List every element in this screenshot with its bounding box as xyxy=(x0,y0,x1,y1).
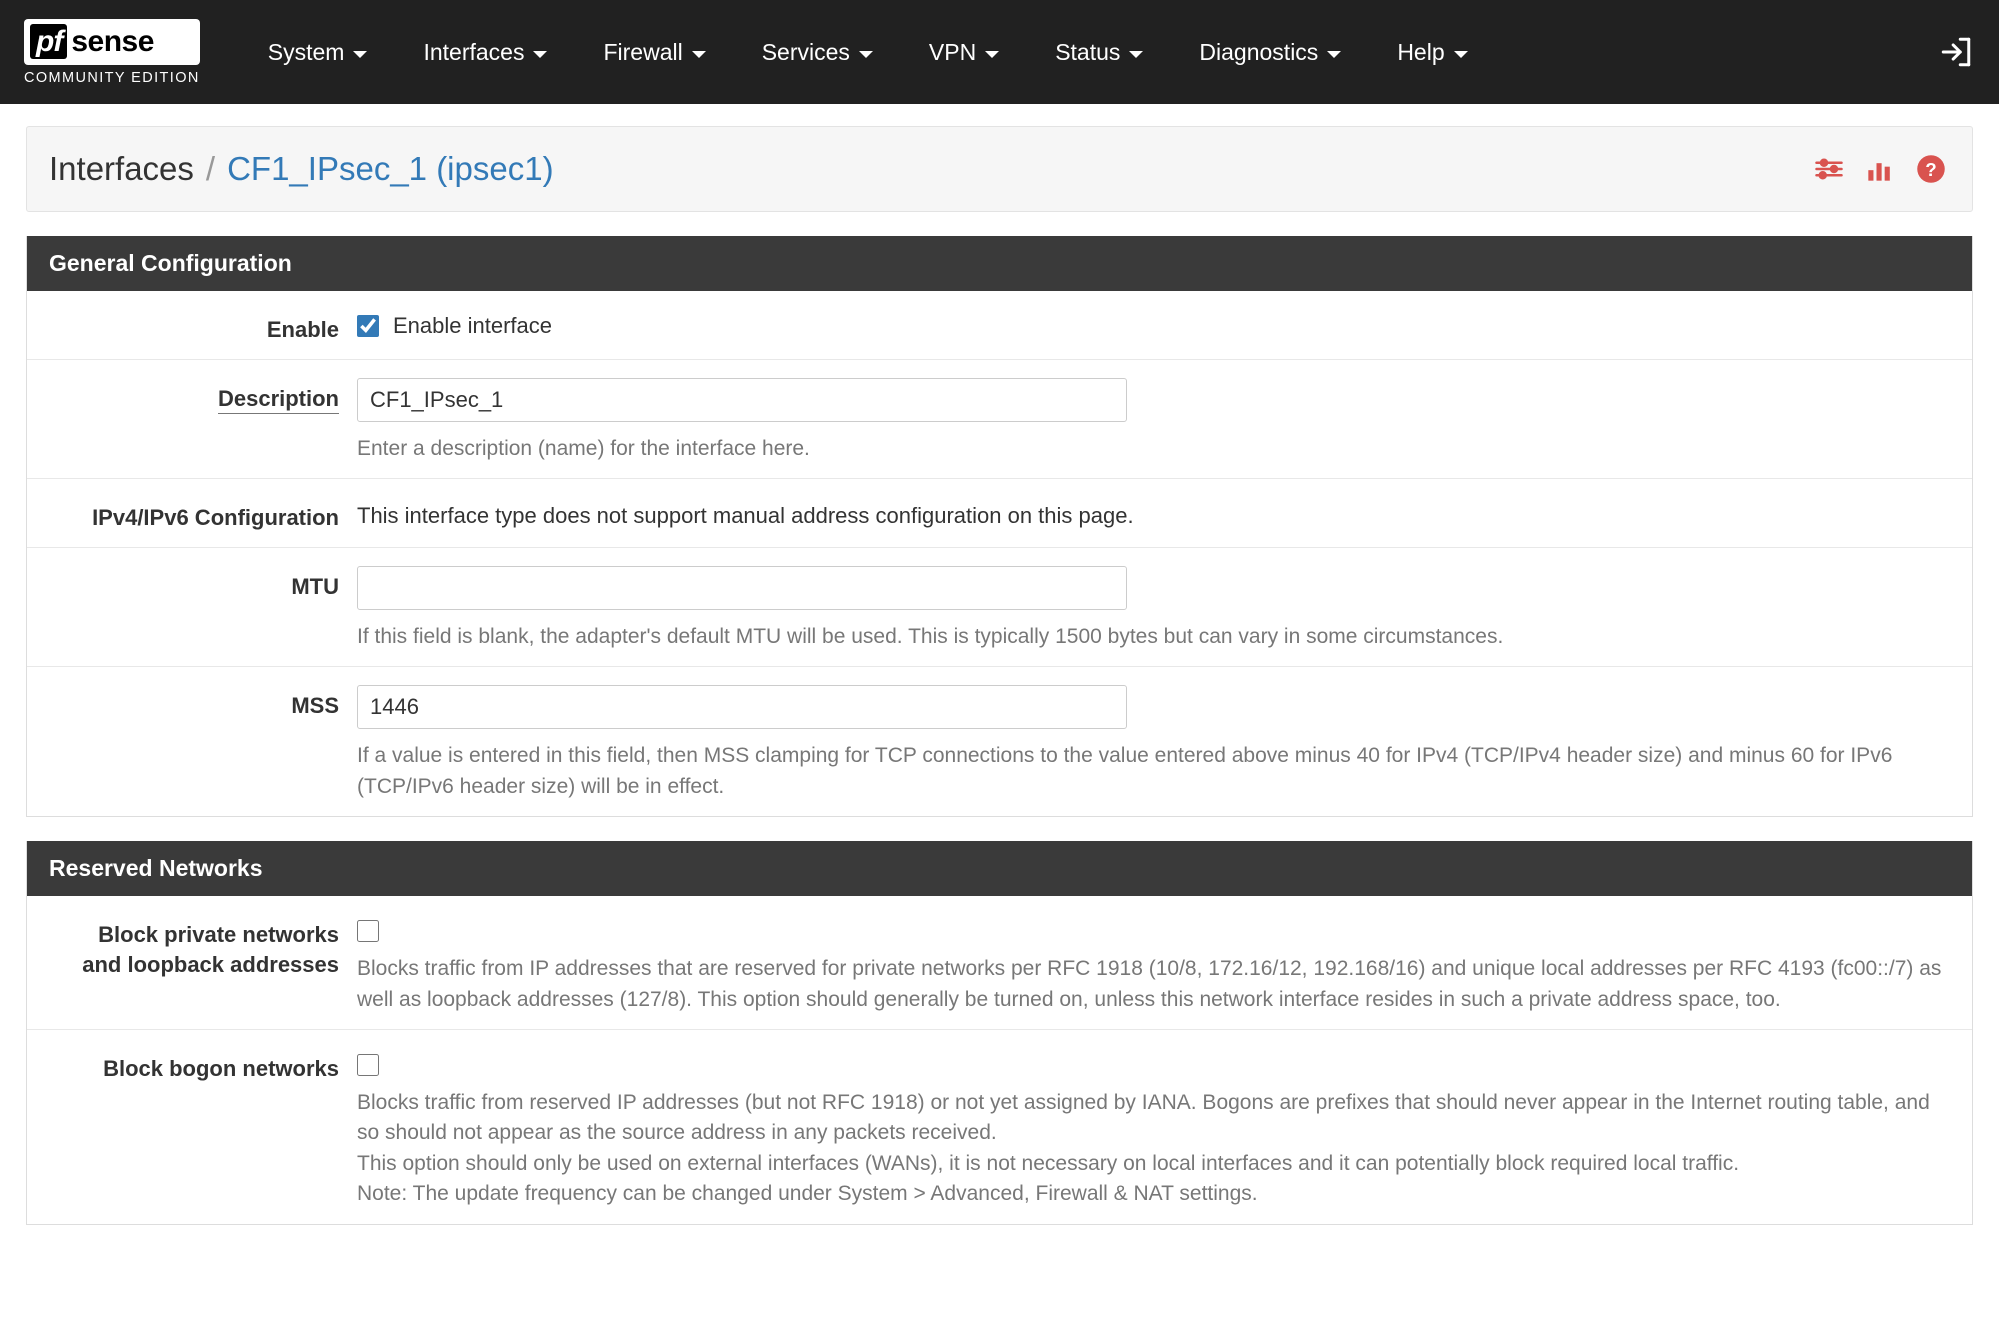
ip-configuration-field xyxy=(357,497,1972,529)
mss-help-text: If a value is entered in this field, then MSS clamping for TCP connections to the value entered above minus 40 for IPv4 (TCP/IPv4 header size) and minus 60 for IPv6 (TCP/IPv6 header size) will be in effect. xyxy=(357,744,1893,798)
mss-label: MSS xyxy=(291,693,339,719)
block-private-networks-label xyxy=(27,914,357,979)
nav-item-diagnostics[interactable] xyxy=(1171,0,1369,104)
nav-item-interfaces[interactable] xyxy=(395,0,575,104)
block-bogon-help-line-1: Blocks traffic from reserved IP addresses (but not RFC 1918) or not yet assigned by IANA. Bogons are prefixes that should never appear in the Internet routing table, and so should not appear as the source address in any packets received. xyxy=(357,1091,1930,1145)
block-private-networks-help-text: Blocks traffic from IP addresses that are reserved for private networks per RFC 1918 (10/8, 172.16/12, 192.168/16) and unique local addresses per RFC 4193 (fc00::/7) as well as loopback addresses (127/8). This option should generally be turned on, unless this network interface resides in such a private address space, too. xyxy=(357,957,1942,1011)
help-circle-icon[interactable] xyxy=(1916,154,1946,184)
enable-label: Enable xyxy=(266,317,339,342)
row-ip-configuration xyxy=(27,479,1972,548)
nav-item-firewall[interactable] xyxy=(575,0,733,104)
brand-subtitle: COMMUNITY EDITION xyxy=(24,69,200,86)
general-configuration-body xyxy=(27,291,1972,816)
nav-item-vpn[interactable] xyxy=(901,0,1027,104)
nav-item-diagnostics-label: Diagnostics xyxy=(1199,38,1319,65)
nav-item-system-label: System xyxy=(267,38,345,65)
reserved-networks-body xyxy=(27,896,1972,1224)
breadcrumb-separator: / xyxy=(205,150,216,187)
ip-configuration-text: This interface type does not support manual address configuration on this page. xyxy=(357,503,1134,529)
breadcrumb-trail xyxy=(49,150,554,188)
nav-item-status-label: Status xyxy=(1055,38,1121,65)
block-bogon-help-line-3: Note: The update frequency can be changed under System > Advanced, Firewall & NAT settings. xyxy=(357,1182,1258,1206)
block-private-networks-checkbox[interactable] xyxy=(357,920,379,942)
brand-logo-box xyxy=(24,19,200,65)
brand-sense-text: sense xyxy=(71,24,154,58)
description-help-text: Enter a description (name) for the interface here. xyxy=(357,436,810,460)
row-enable xyxy=(27,291,1972,360)
nav-menu xyxy=(240,0,1496,104)
enable-interface-checkbox-label: Enable interface xyxy=(393,313,552,338)
mtu-field xyxy=(357,566,1972,652)
nav-item-vpn-label: VPN xyxy=(928,38,977,65)
sliders-icon[interactable] xyxy=(1814,154,1844,184)
chevron-down-icon xyxy=(859,51,873,58)
logout-icon[interactable] xyxy=(1939,35,1973,69)
nav-item-firewall-label: Firewall xyxy=(603,38,683,65)
row-mss xyxy=(27,667,1972,816)
svg-text:?: ? xyxy=(1925,158,1937,180)
description-label xyxy=(27,378,357,414)
brand-pf-text: pf xyxy=(30,24,67,59)
block-private-networks-label-line1: Block private networks xyxy=(98,922,339,948)
ip-configuration-label: IPv4/IPv6 Configuration xyxy=(92,505,339,531)
reserved-networks-panel xyxy=(26,841,1973,1225)
nav-item-help[interactable] xyxy=(1369,0,1495,104)
block-bogon-networks-help-text xyxy=(357,1088,1944,1210)
mss-input[interactable] xyxy=(357,685,1127,729)
block-private-networks-label-line2: and loopback addresses xyxy=(82,951,339,977)
description-input[interactable] xyxy=(357,378,1127,422)
row-description xyxy=(27,360,1972,479)
nav-item-status[interactable] xyxy=(1027,0,1171,104)
mtu-input[interactable] xyxy=(357,566,1127,610)
chevron-down-icon xyxy=(1327,51,1341,58)
header-icon-group xyxy=(1814,154,1946,184)
reserved-networks-title: Reserved Networks xyxy=(27,841,1972,896)
top-navbar xyxy=(0,0,1999,104)
chevron-down-icon xyxy=(1454,51,1468,58)
row-mtu xyxy=(27,548,1972,667)
general-configuration-title: General Configuration xyxy=(27,236,1972,291)
block-bogon-networks-field xyxy=(357,1048,1972,1210)
breadcrumb-current[interactable]: CF1_IPsec_1 (ipsec1) xyxy=(227,150,554,187)
row-block-bogon-networks xyxy=(27,1030,1972,1224)
pfsense-logo[interactable] xyxy=(24,19,200,86)
nav-item-services-label: Services xyxy=(761,38,850,65)
chevron-down-icon xyxy=(533,51,547,58)
mtu-label: MTU xyxy=(291,573,339,599)
chevron-down-icon xyxy=(692,51,706,58)
block-bogon-help-line-2: This option should only be used on external interfaces (WANs), it is not necessary on local interfaces and it can potentially block required local traffic. xyxy=(357,1151,1740,1175)
nav-item-help-label: Help xyxy=(1397,38,1445,65)
description-label-text: Description xyxy=(218,386,339,414)
nav-item-services[interactable] xyxy=(734,0,901,104)
mss-field xyxy=(357,685,1972,802)
block-private-networks-field xyxy=(357,914,1972,1015)
chevron-down-icon xyxy=(353,51,367,58)
enable-interface-checkbox[interactable] xyxy=(357,315,379,337)
block-bogon-networks-label: Block bogon networks xyxy=(103,1056,339,1081)
description-field xyxy=(357,378,1972,464)
general-configuration-panel xyxy=(26,236,1973,817)
nav-item-system[interactable] xyxy=(240,0,396,104)
breadcrumb xyxy=(26,126,1973,212)
mtu-help-text: If this field is blank, the adapter's default MTU will be used. This is typically 1500 bytes but can vary in some circumstances. xyxy=(357,624,1504,648)
nav-item-interfaces-label: Interfaces xyxy=(423,38,525,65)
chevron-down-icon xyxy=(1129,51,1143,58)
chevron-down-icon xyxy=(985,51,999,58)
chart-bar-icon[interactable] xyxy=(1866,155,1894,183)
row-block-private-networks xyxy=(27,896,1972,1030)
enable-field xyxy=(357,309,1972,339)
breadcrumb-root: Interfaces xyxy=(49,150,194,187)
block-bogon-networks-checkbox[interactable] xyxy=(357,1054,379,1076)
